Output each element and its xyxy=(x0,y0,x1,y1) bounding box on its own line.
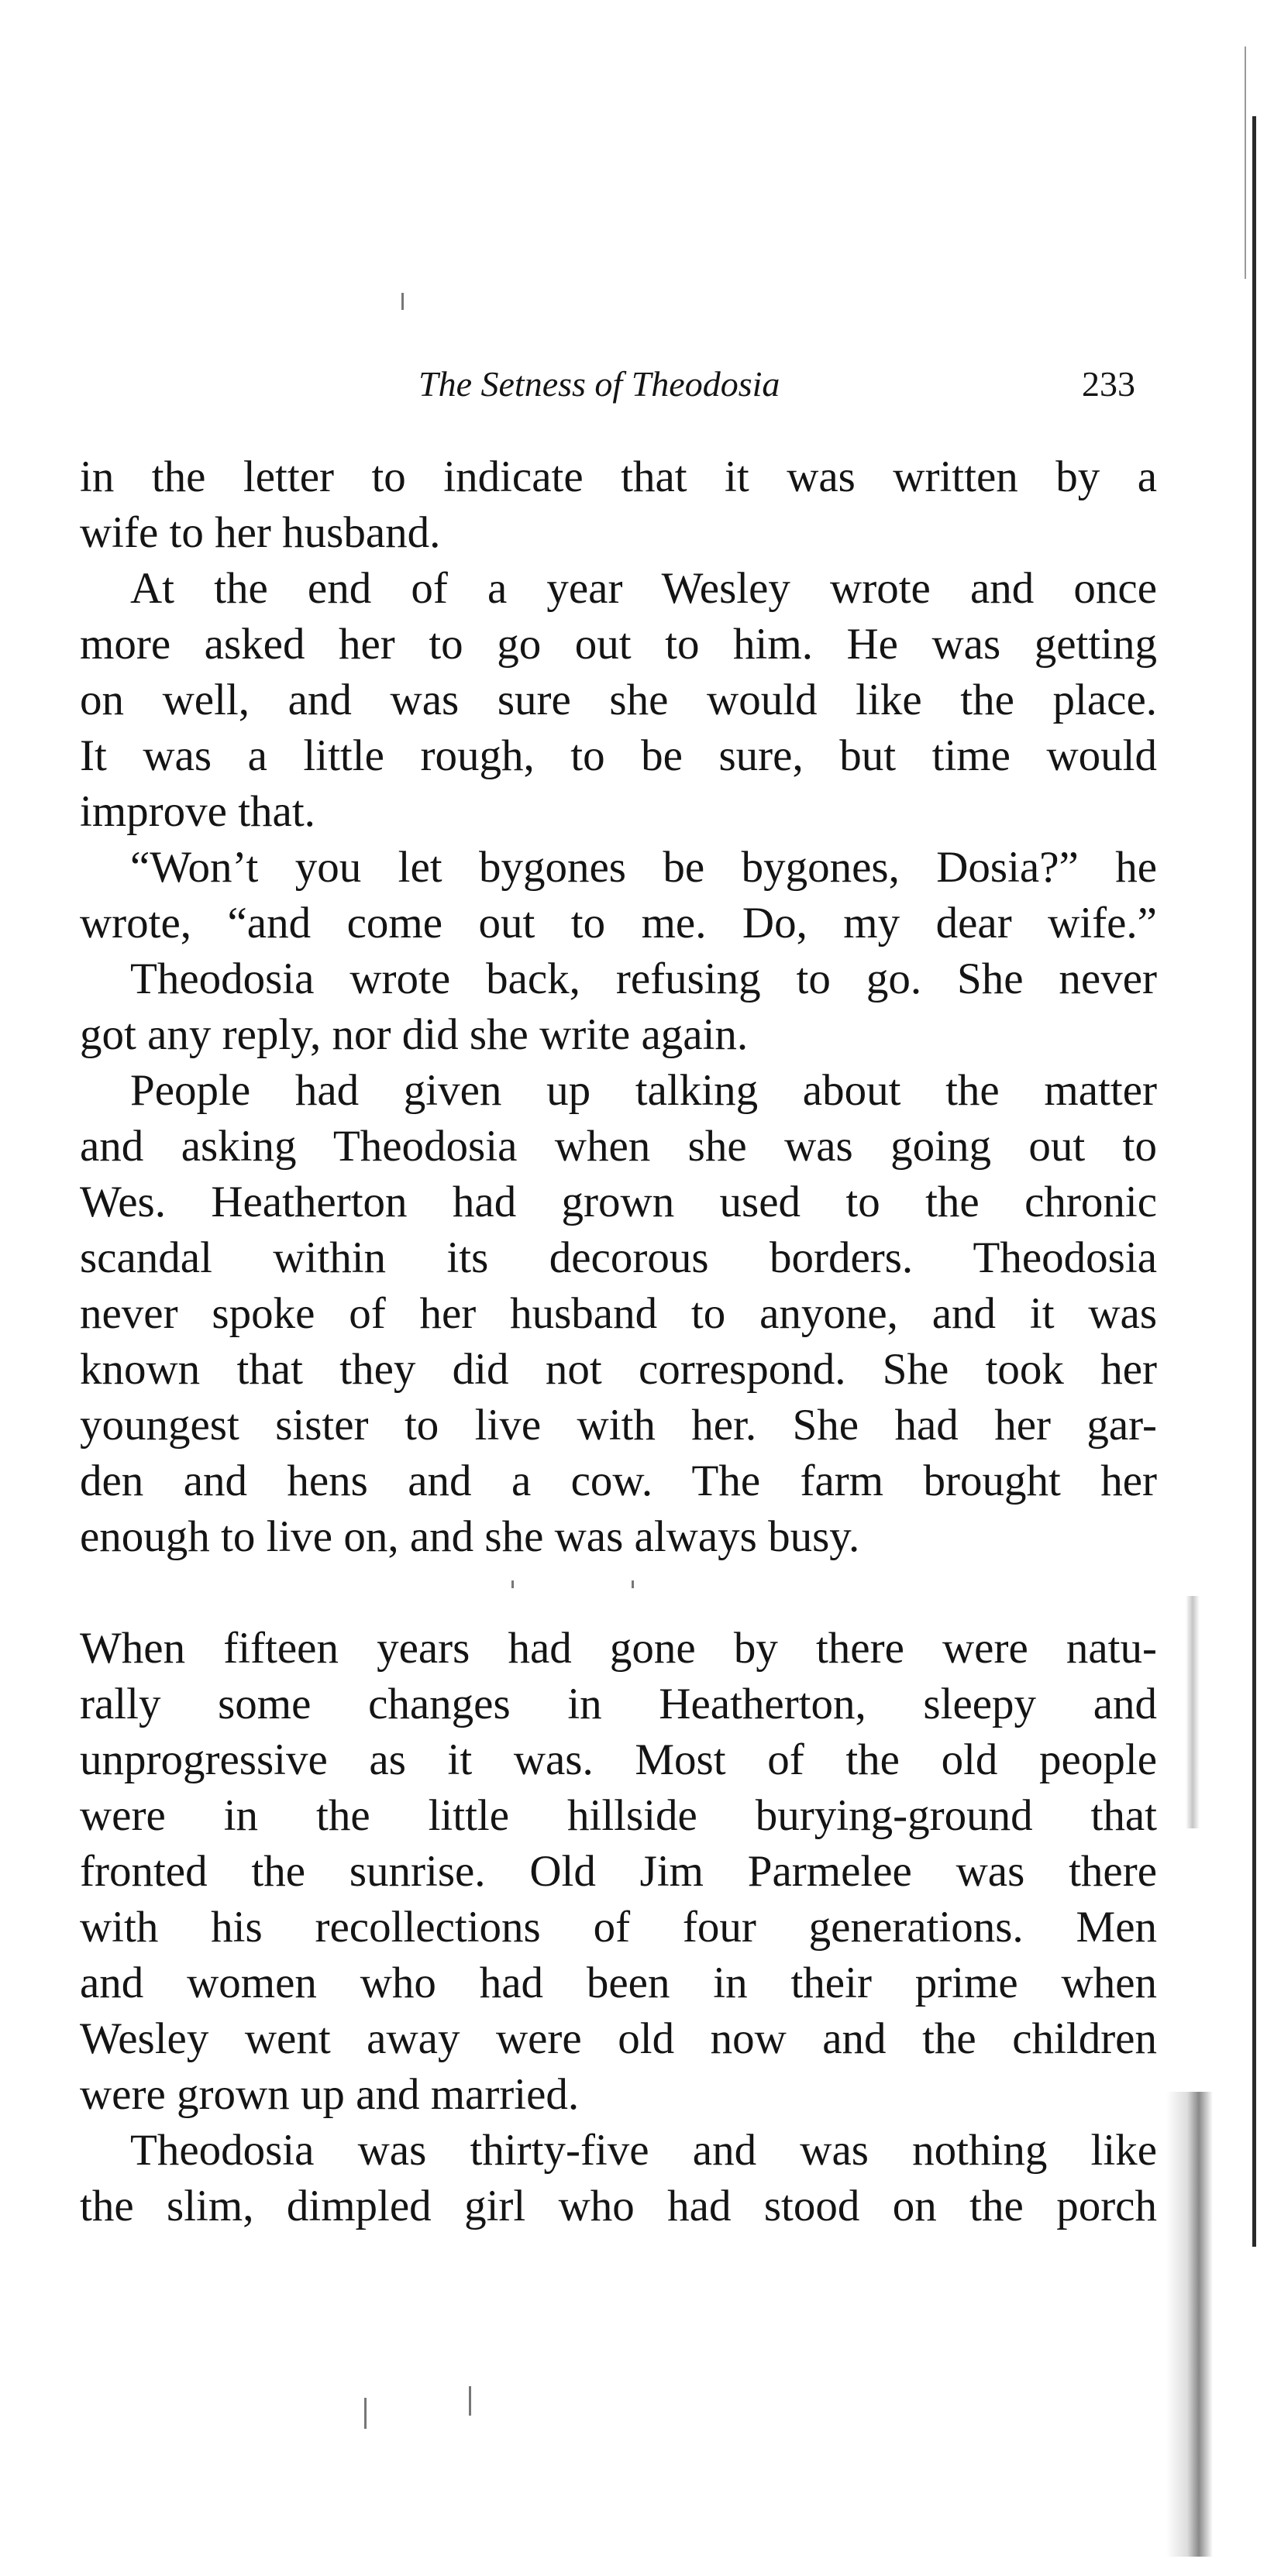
scan-shadow-bottom xyxy=(1166,2092,1213,2557)
paragraph-first-line: Theodosia was thirty-five and was nothing like xyxy=(130,2126,1157,2175)
text-line: It was a little rough, to be sure, but time would xyxy=(80,731,1157,780)
text-line: den and hens and a cow. The farm brought her xyxy=(80,1457,1157,1505)
running-head-title: The Setness of Theodosia xyxy=(418,364,780,404)
text-line: and asking Theodosia when she was going out to xyxy=(80,1122,1157,1171)
text-line: the slim, dimpled girl who had stood on the porch xyxy=(80,2182,1157,2230)
text-line: on well, and was sure she would like the place. xyxy=(80,676,1157,724)
scan-speck xyxy=(401,293,404,310)
text-line: and women who had been in their prime when xyxy=(80,1959,1157,2007)
text-line: enough to live on, and she was always busy. xyxy=(80,1512,860,1561)
text-line: rally some changes in Heatherton, sleepy and xyxy=(80,1680,1157,1728)
text-line: youngest sister to live with her. She had her gar- xyxy=(80,1401,1157,1450)
binding-edge-line-thin xyxy=(1245,46,1246,279)
text-line: more asked her to go out to him. He was getting xyxy=(80,620,1157,669)
text-line: were grown up and married. xyxy=(80,2070,580,2119)
section-first-line: When fifteen years had gone by there were natu- xyxy=(80,1624,1157,1673)
scan-speck xyxy=(364,2398,367,2429)
text-line: wife to her husband. xyxy=(80,508,441,557)
binding-edge-line xyxy=(1252,116,1256,2247)
text-line: were in the little hillside burying-ground that xyxy=(80,1791,1157,1840)
scan-speck xyxy=(511,1580,514,1588)
page-number: 233 xyxy=(1082,364,1135,404)
scan-speck xyxy=(469,2386,471,2416)
paragraph-first-line: “Won’t you let bygones be bygones, Dosia?” he xyxy=(130,843,1157,892)
text-line: Wes. Heatherton had grown used to the chronic xyxy=(80,1178,1157,1226)
text-line: improve that. xyxy=(80,787,315,836)
scan-speck xyxy=(632,1580,634,1588)
text-line: wrote, “and come out to me. Do, my dear wife.” xyxy=(80,899,1157,948)
text-line: with his recollections of four generations. Men xyxy=(80,1903,1157,1952)
paragraph-first-line: People had given up talking about the matter xyxy=(130,1066,1157,1115)
text-line: scandal within its decorous borders. Theodosia xyxy=(80,1233,1157,1282)
text-line: Wesley went away were old now and the children xyxy=(80,2014,1157,2063)
text-line: never spoke of her husband to anyone, and it was xyxy=(80,1289,1157,1338)
text-line: in the letter to indicate that it was written by a xyxy=(80,452,1157,501)
text-line: unprogressive as it was. Most of the old people xyxy=(80,1735,1157,1784)
paragraph-first-line: At the end of a year Wesley wrote and once xyxy=(130,564,1157,613)
paragraph-first-line: Theodosia wrote back, refusing to go. She never xyxy=(130,954,1157,1003)
text-line: known that they did not correspond. She took her xyxy=(80,1345,1157,1394)
text-line: got any reply, nor did she write again. xyxy=(80,1010,749,1059)
text-line: fronted the sunrise. Old Jim Parmelee was there xyxy=(80,1847,1157,1896)
scan-shadow-mid xyxy=(1186,1596,1200,1828)
